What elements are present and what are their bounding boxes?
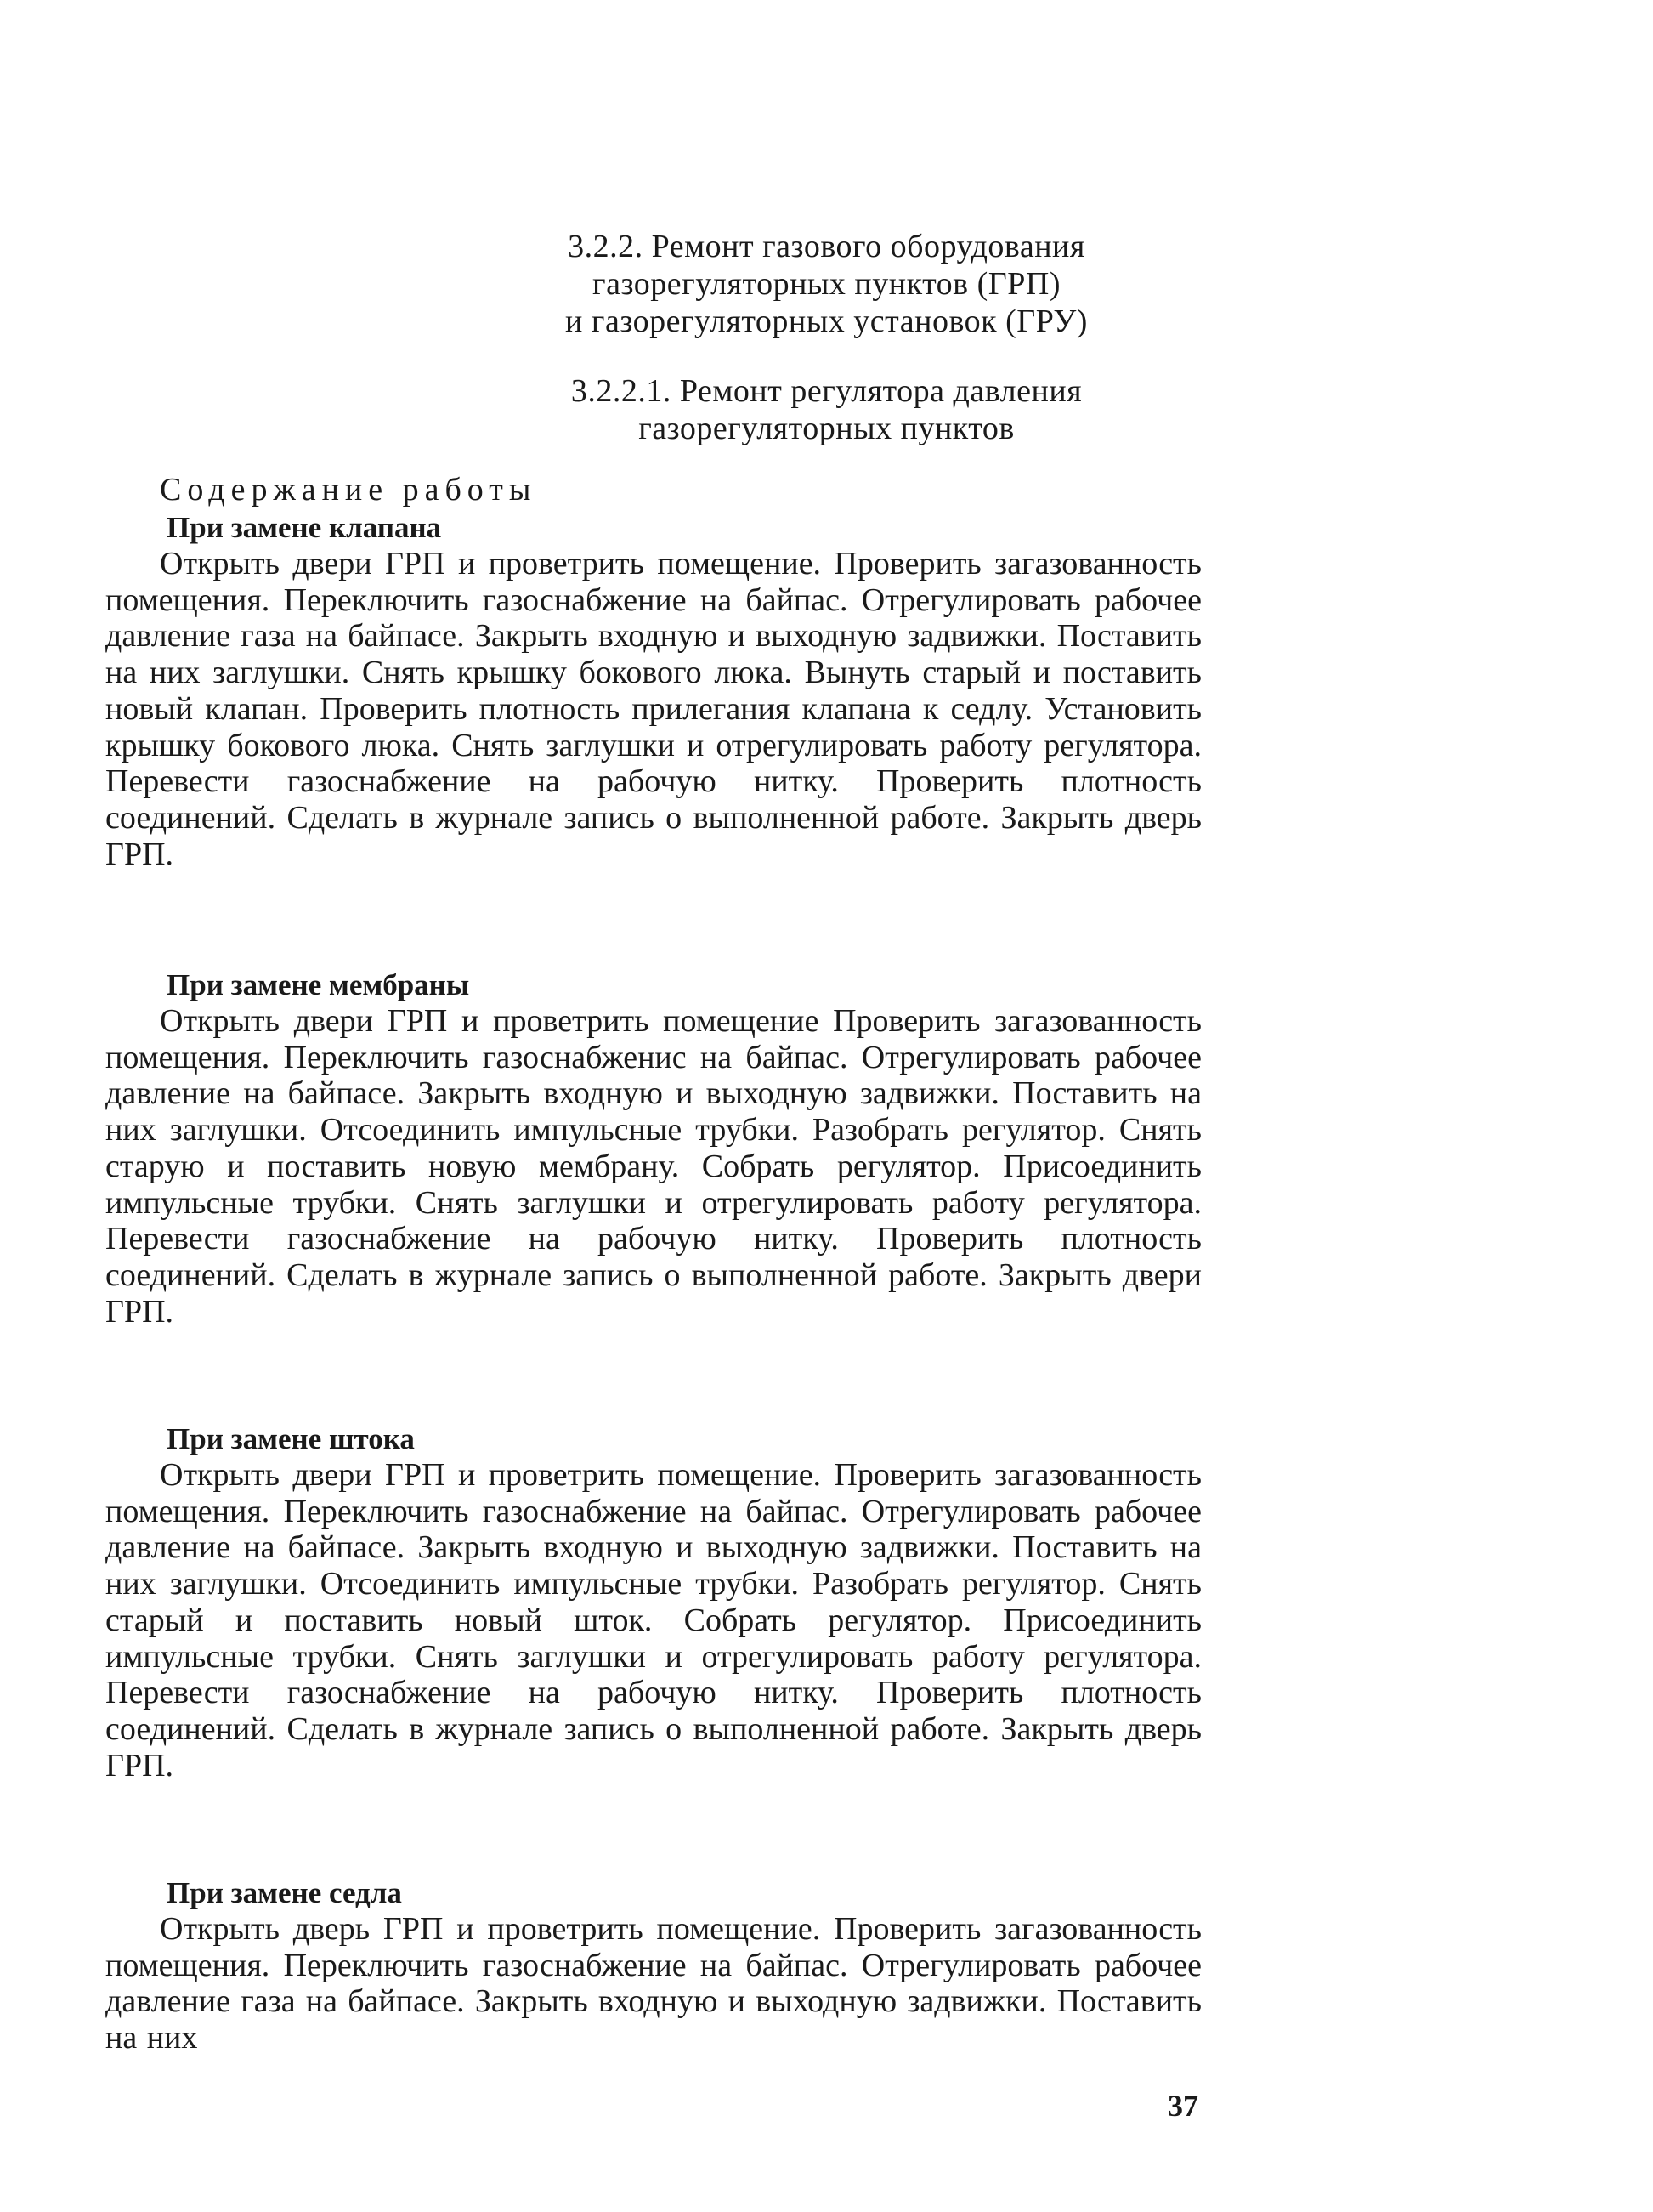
section-membrane-replacement [105,967,1202,1330]
section-valve-replacement [105,510,1202,872]
page-number: 37 [1168,2089,1198,2123]
section-paragraph: Открыть дверь ГРП и проветрить помещение. Проверить загазованность помещения. Переключить газоснабжение на байпас. Отрегулировать рабочее давление газа на байпасе. Закрыть входную и выходную задвижки. Поставить на них [105,1911,1202,2056]
heading-line: 3.2.2.1. Ремонт регулятора давления [570,373,1083,409]
section-stem-replacement [105,1421,1202,1784]
content-title: Содержание работы [160,472,537,508]
section-title: При замене штока [167,1422,415,1455]
section-title: При замене мембраны [167,968,470,1001]
section-title: При замене седла [167,1876,402,1909]
heading-line: газорегуляторных пунктов (ГРП) [592,266,1061,302]
section-heading-3-2-2 [0,228,1653,340]
heading-line: и газорегуляторных установок (ГРУ) [565,303,1088,339]
section-paragraph: Открыть двери ГРП и проветрить помещение. Проверить загазованность помещения. Переключить газоснабжение на байпас. Отрегулировать рабочее давление на байпасе. Закрыть входную и выходную задвижки. Поставить на них заглушки. Отсоединить импульсные трубки. Разобрать регулятор. Снять старый и поставить новый шток. Собрать регулятор. Присоединить импульсные трубки. Снять заглушки и отрегулировать работу регулятора. Перевести газоснабжение на рабочую нитку. Проверить плотность соединений. Сделать в журнале запись о выполненной работе. Закрыть дверь ГРП. [105,1457,1202,1784]
section-paragraph: Открыть двери ГРП и проветрить помещение. Проверить загазованность помещения. Переключить газоснабжение на байпас. Отрегулировать рабочее давление газа на байпасе. Закрыть входную и выходную задвижки. Поставить на них заглушки. Снять крышку бокового люка. Вынуть старый и поставить новый клапан. Проверить плотность прилегания клапана к седлу. Установить крышку бокового люка. Снять заглушки и отрегулировать работу регулятора. Перевести газоснабжение на рабочую нитку. Проверить плотность соединений. Сделать в журнале запись о выполненной работе. Закрыть дверь ГРП. [105,546,1202,872]
section-seat-replacement [105,1875,1202,2056]
section-paragraph: Открыть двери ГРП и проветрить помещение Проверить загазованность помещения. Переключить газоснабженис на байпас. Отрегулировать рабочее давление на байпасе. Закрыть входную и выходную задвижки. Поставить на них заглушки. Отсоединить импульсные трубки. Разобрать регулятор. Снять старую и поставить новую мембрану. Собрать регулятор. Присоединить импульсные трубки. Снять заглушки и отрегулировать работу регулятора. Перевести газоснабжение на рабочую нитку. Проверить плотность соединений. Сделать в журнале запись о выполненной работе. Закрыть двери ГРП. [105,1003,1202,1330]
subsection-heading-3-2-2-1 [0,372,1653,447]
section-title: При замене клапана [167,511,442,544]
heading-line: 3.2.2. Ремонт газового оборудования [568,229,1085,264]
heading-line: газорегуляторных пунктов [638,411,1015,446]
